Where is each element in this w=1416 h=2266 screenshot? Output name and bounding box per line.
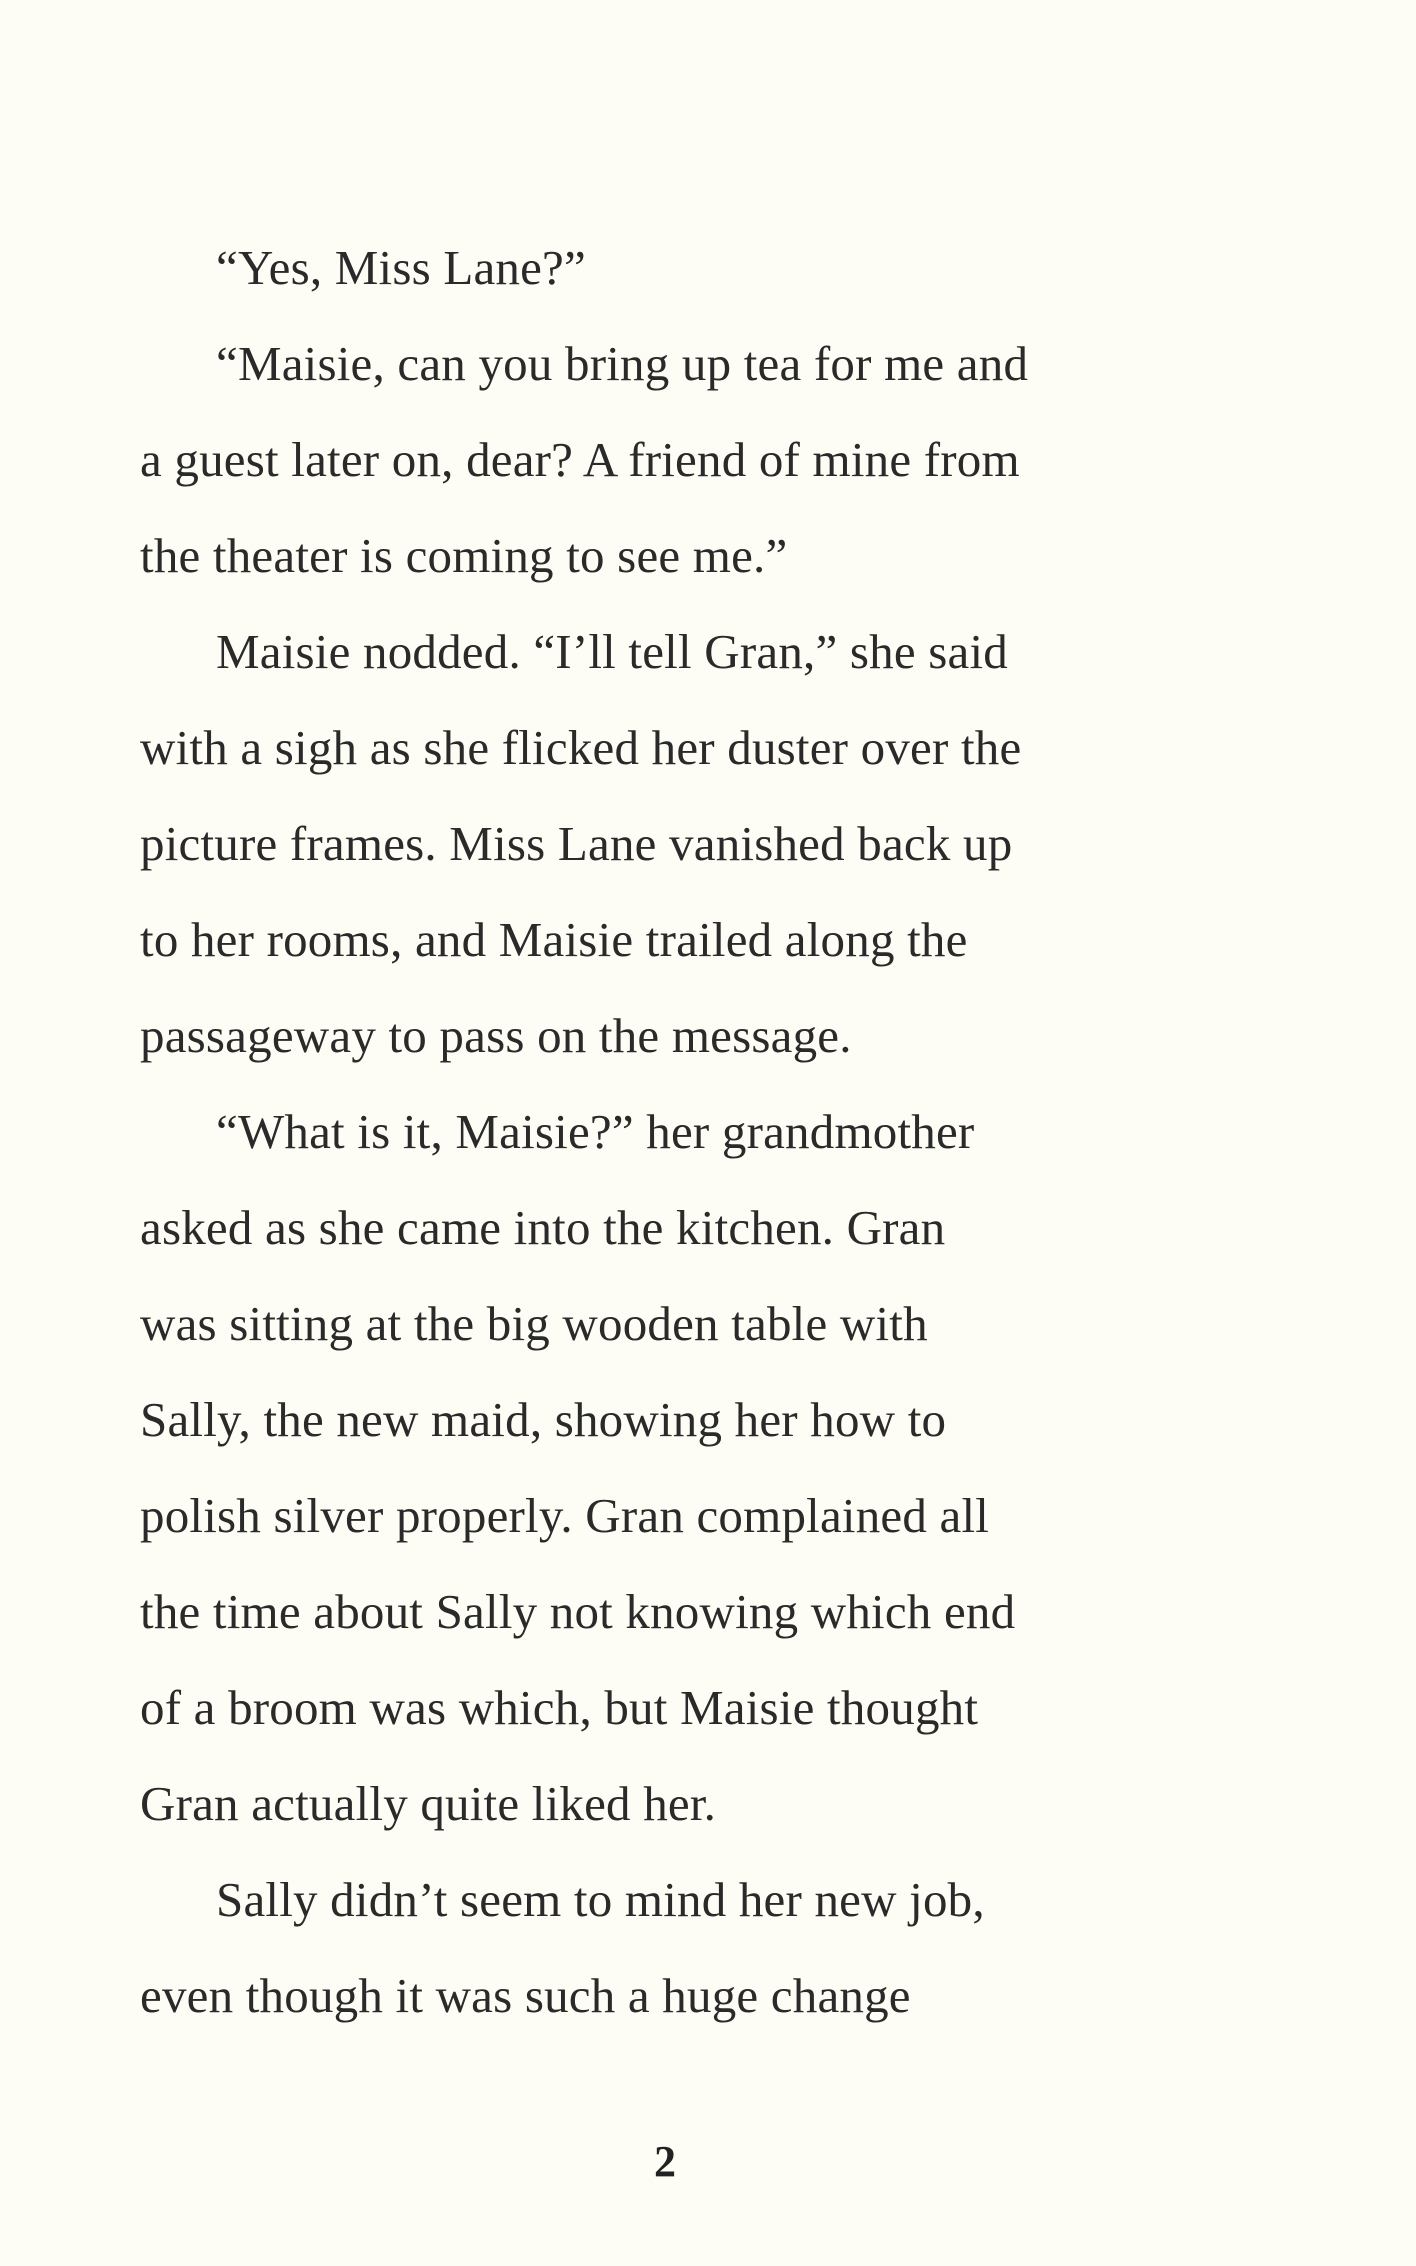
- text-line: the theater is coming to see me.”: [140, 528, 788, 583]
- text-line: Maisie nodded. “I’ll tell Gran,” she said: [216, 624, 1008, 679]
- text-line: Gran actually quite liked her.: [140, 1776, 717, 1831]
- text-line: asked as she came into the kitchen. Gran: [140, 1200, 946, 1255]
- text-line: passageway to pass on the message.: [140, 1008, 852, 1063]
- text-line: “Maisie, can you bring up tea for me and: [216, 336, 1029, 391]
- text-line: the time about Sally not knowing which end: [140, 1584, 1016, 1639]
- text-line: was sitting at the big wooden table with: [140, 1296, 928, 1351]
- text-line: Sally, the new maid, showing her how to: [140, 1392, 947, 1447]
- text-line: of a broom was which, but Maisie thought: [140, 1680, 979, 1735]
- text-line: a guest later on, dear? A friend of mine from: [140, 432, 1020, 487]
- text-line: with a sigh as she flicked her duster over the: [140, 720, 1022, 775]
- text-line: “Yes, Miss Lane?”: [216, 240, 586, 295]
- page-number: 2: [654, 2137, 676, 2186]
- text-line: even though it was such a huge change: [140, 1968, 911, 2023]
- text-line: to her rooms, and Maisie trailed along the: [140, 912, 968, 967]
- text-line: polish silver properly. Gran complained all: [140, 1488, 990, 1543]
- body-text: [140, 220, 1220, 2044]
- text-line: picture frames. Miss Lane vanished back up: [140, 816, 1013, 871]
- text-line: “What is it, Maisie?” her grandmother: [216, 1104, 975, 1159]
- text-line: Sally didn’t seem to mind her new job,: [216, 1872, 985, 1927]
